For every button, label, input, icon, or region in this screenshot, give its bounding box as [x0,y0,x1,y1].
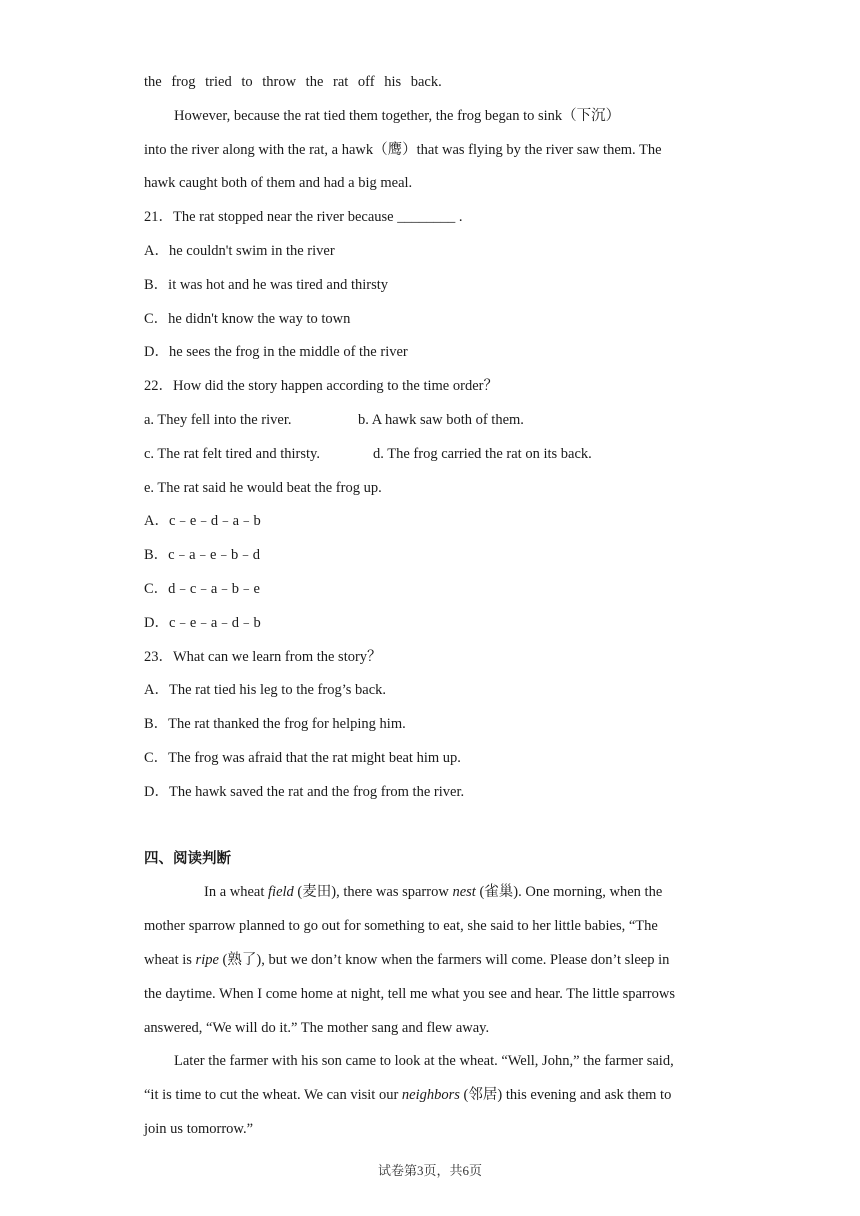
question-22-stem: 22．How did the story happen according to the time order？ [144,378,498,395]
q22-option-d: D．c﹣e﹣a﹣d﹣b [144,614,261,631]
vocab-neighbors: neighbors [401,1087,460,1104]
page-footer: 试卷第3页，共6页 [377,1163,482,1178]
q22-event-c: c. The rat felt tired and thirsty. [144,445,320,462]
story-line: hawk caught both of them and had a big meal. [144,175,413,192]
passage-line: the daytime. When I come home at night, tell me what you see and hear. The little sparrows [144,985,675,1002]
passage-line: join us tomorrow.” [144,1120,254,1137]
section-title: 四、阅读判断 [144,850,231,867]
q22-event-a: a. They fell into the river. [144,411,292,428]
q22-event-d: d. The frog carried the rat on its back. [373,445,592,462]
reading-passage [144,876,714,1146]
passage-line: Later the farmer with his son came to look at the wheat. “Well, John,” the farmer said, [174,1053,674,1070]
page-content [144,66,714,1147]
passage-text: “it is time to cut the wheat. We can visit our [144,1087,402,1104]
q22-event-row [144,404,714,438]
passage-line [144,876,714,910]
q22-option-a: A．c﹣e﹣d﹣a﹣b [144,513,261,530]
q22-option-c: C．d﹣c﹣a﹣b﹣e [144,580,260,597]
passage-line [144,944,714,978]
q22-event-b: b. A hawk saw both of them. [358,411,524,428]
vocab-field: field [268,884,294,901]
q22-event-e: e. The rat said he would beat the frog up. [144,479,382,496]
passage-text: (邻居) this evening and ask them to [459,1087,672,1104]
passage-line: mother sparrow planned to go out for something to eat, she said to her little babies, “The [144,918,658,935]
q22-option-b: B．c﹣a﹣e﹣b﹣d [144,547,260,564]
passage-text: (麦田), there was sparrow [293,884,453,901]
passage-text: wheat is [144,951,196,968]
passage-text: (熟了), but we don’t know when the farmers will come. Please don’t sleep in [218,951,670,968]
passage-line [144,1079,714,1113]
passage-text: (雀巢). One morning, when the [475,884,663,901]
vocab-nest: nest [452,884,476,901]
story-line: the frog tried to throw the rat off his back. [144,74,442,90]
story-line: into the river along with the rat, a hawk（鹰）that was flying by the river saw them. The [144,141,662,158]
passage-line: answered, “We will do it.” The mother sang and flew away. [144,1019,490,1036]
q21-option-d: D．he sees the frog in the middle of the river [144,344,408,361]
q21-option-a: A．he couldn't swim in the river [144,242,335,259]
question-23-stem: 23．What can we learn from the story？ [144,648,382,665]
q23-option-b: B．The rat thanked the frog for helping him. [144,716,406,733]
q22-event-row [144,438,714,472]
vocab-ripe: ripe [195,951,219,968]
passage-text: In a wheat [204,884,269,901]
q21-option-b: B．it was hot and he was tired and thirsty [144,276,389,293]
q23-option-a: A．The rat tied his leg to the frog’s back. [144,682,387,699]
q23-option-d: D．The hawk saved the rat and the frog from the river. [144,783,465,800]
q23-option-c: C．The frog was afraid that the rat might beat him up. [144,749,461,766]
q21-option-c: C．he didn't know the way to town [144,310,351,327]
question-21-stem: 21．The rat stopped near the river because ________ . [144,209,463,226]
story-line: However, because the rat tied them together, the frog began to sink（下沉） [174,107,621,124]
